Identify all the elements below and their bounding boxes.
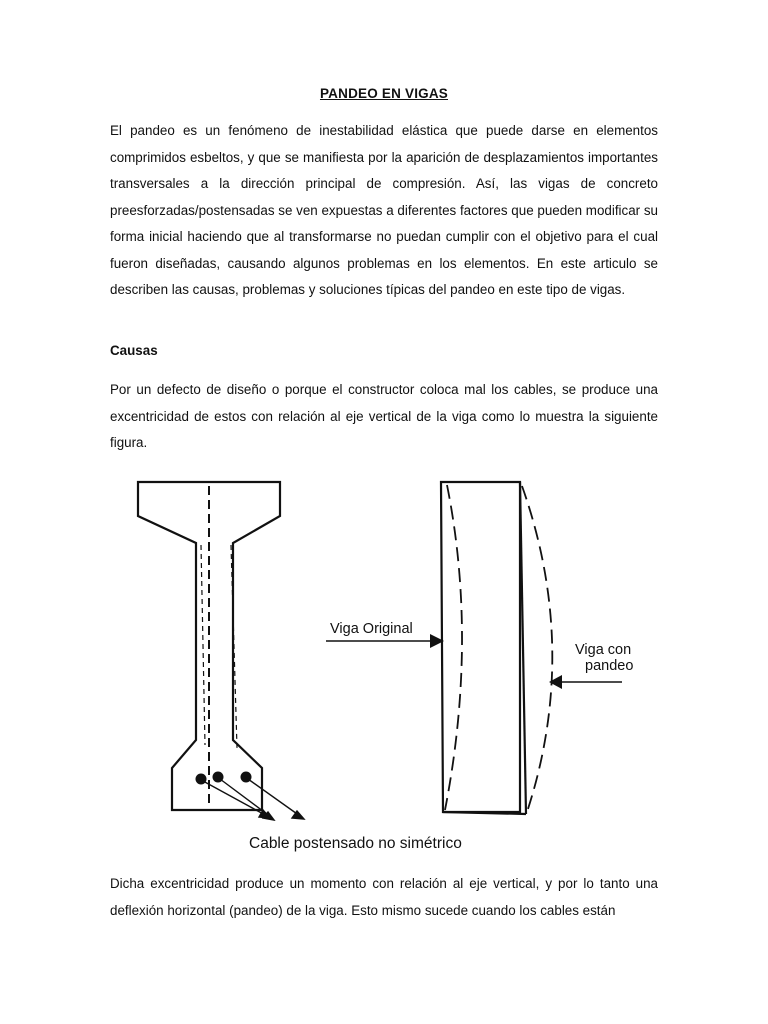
label-viga-con-pandeo-line2: pandeo (585, 658, 634, 674)
beam-side-view-original (441, 482, 526, 814)
figure-caption: Cable postensado no simétrico (249, 835, 462, 852)
label-viga-original: Viga Original (330, 621, 413, 637)
causes-paragraph: Por un defecto de diseño o porque el constructor coloca mal los cables, se produce una excentricidad de estos con relación al eje vertical de la viga como lo muestra la siguiente figura. (110, 382, 658, 450)
cable-dot-1 (196, 774, 207, 785)
cable-arrows (203, 779, 304, 820)
inner-dashed-line-left (201, 545, 205, 745)
beam-buckling-figure (0, 470, 768, 860)
page-title: PANDEO EN VIGAS (319, 86, 449, 101)
intro-paragraph: El pandeo es un fenómeno de inestabilidad elástica que puede darse en elementos comprimidos esbeltos, y que se manifiesta por la aparición de desplazamientos importantes transversales a la dirección principal de compresión. Así, las vigas de concreto preesforzadas/postensadas se ven expuestas a diferentes factores que pueden modificar su forma inicial haciendo que al transformarse no puedan cumplir con el objetivo para el cual fueron diseñadas, causando algunos problemas en los elementos. En este articulo se describen las causas, problemas y soluciones típicas del pandeo en este tipo de vigas. (110, 123, 658, 297)
buckled-curve-right (522, 486, 552, 812)
closing-paragraph: Dicha excentricidad produce un momento con relación al eje vertical, y por lo tanto una deflexión horizontal (pandeo) de la viga. Esto mismo sucede cuando los cables están (110, 876, 658, 918)
buckled-curve-left (445, 485, 462, 810)
arrow-head-viga-con-pandeo (549, 675, 562, 689)
causes-heading: Causas (110, 343, 158, 358)
label-viga-con-pandeo-line1: Viga con (575, 642, 632, 658)
